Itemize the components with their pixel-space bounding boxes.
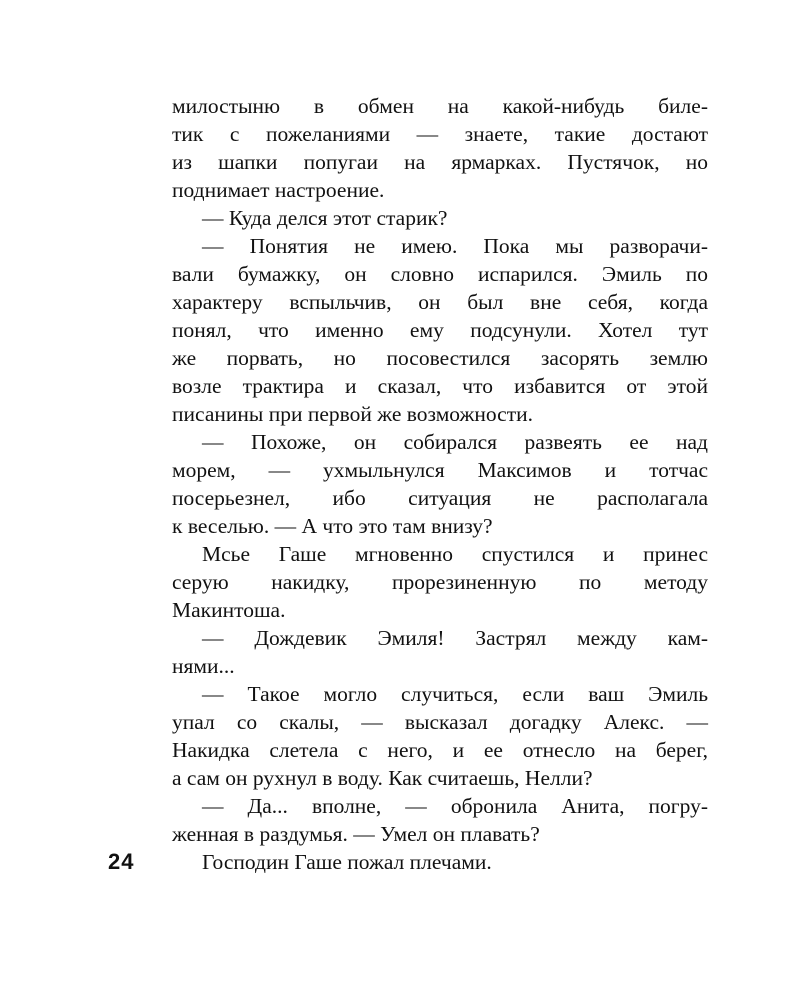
text-line: Макинтоша. <box>172 598 286 622</box>
text-line: же порвать, но посовестился засорять землю <box>172 346 708 370</box>
text-line: Накидка слетела с него, и ее отнесло на берег, <box>172 738 708 762</box>
text-line: нями... <box>172 654 235 678</box>
page-number: 24 <box>108 849 135 874</box>
text-line: вали бумажку, он словно испарился. Эмиль по <box>172 262 708 286</box>
body-text <box>172 92 708 876</box>
text-line: упал со скалы, — высказал догадку Алекс. — <box>172 710 708 734</box>
text-line: поднимает настроение. <box>172 178 385 202</box>
text-line: — Понятия не имею. Пока мы разворачи- <box>202 234 708 258</box>
text-line: — Да... вполне, — обронила Анита, погру- <box>202 794 708 818</box>
text-line: возле трактира и сказал, что избавится от этой <box>172 374 708 398</box>
text-line: посерьезнел, ибо ситуация не располагала <box>172 486 708 510</box>
text-line: женная в раздумья. — Умел он плавать? <box>172 822 540 846</box>
text-line: тик с пожеланиями — знаете, такие достают <box>172 122 708 146</box>
text-line: писанины при первой же возможности. <box>172 402 533 426</box>
text-line: — Такое могло случиться, если ваш Эмиль <box>202 682 708 706</box>
text-line: морем, — ухмыльнулся Максимов и тотчас <box>172 458 708 482</box>
text-line: — Похоже, он собирался развеять ее над <box>202 430 708 454</box>
text-line: характеру вспыльчив, он был вне себя, когда <box>172 290 708 314</box>
text-line: из шапки попугаи на ярмарках. Пустячок, но <box>172 150 708 174</box>
text-line: — Куда делся этот старик? <box>202 206 448 230</box>
text-line: серую накидку, прорезиненную по методу <box>172 570 708 594</box>
text-line: — Дождевик Эмиля! Застрял между кам- <box>202 626 708 650</box>
text-line: Мсье Гаше мгновенно спустился и принес <box>202 542 708 566</box>
text-line: милостыню в обмен на какой-нибудь биле- <box>172 94 708 118</box>
text-line: Господин Гаше пожал плечами. <box>202 850 492 874</box>
text-line: а сам он рухнул в воду. Как считаешь, Нелли? <box>172 766 593 790</box>
text-line: понял, что именно ему подсунули. Хотел тут <box>172 318 708 342</box>
text-line: к веселью. — А что это там внизу? <box>172 514 493 538</box>
